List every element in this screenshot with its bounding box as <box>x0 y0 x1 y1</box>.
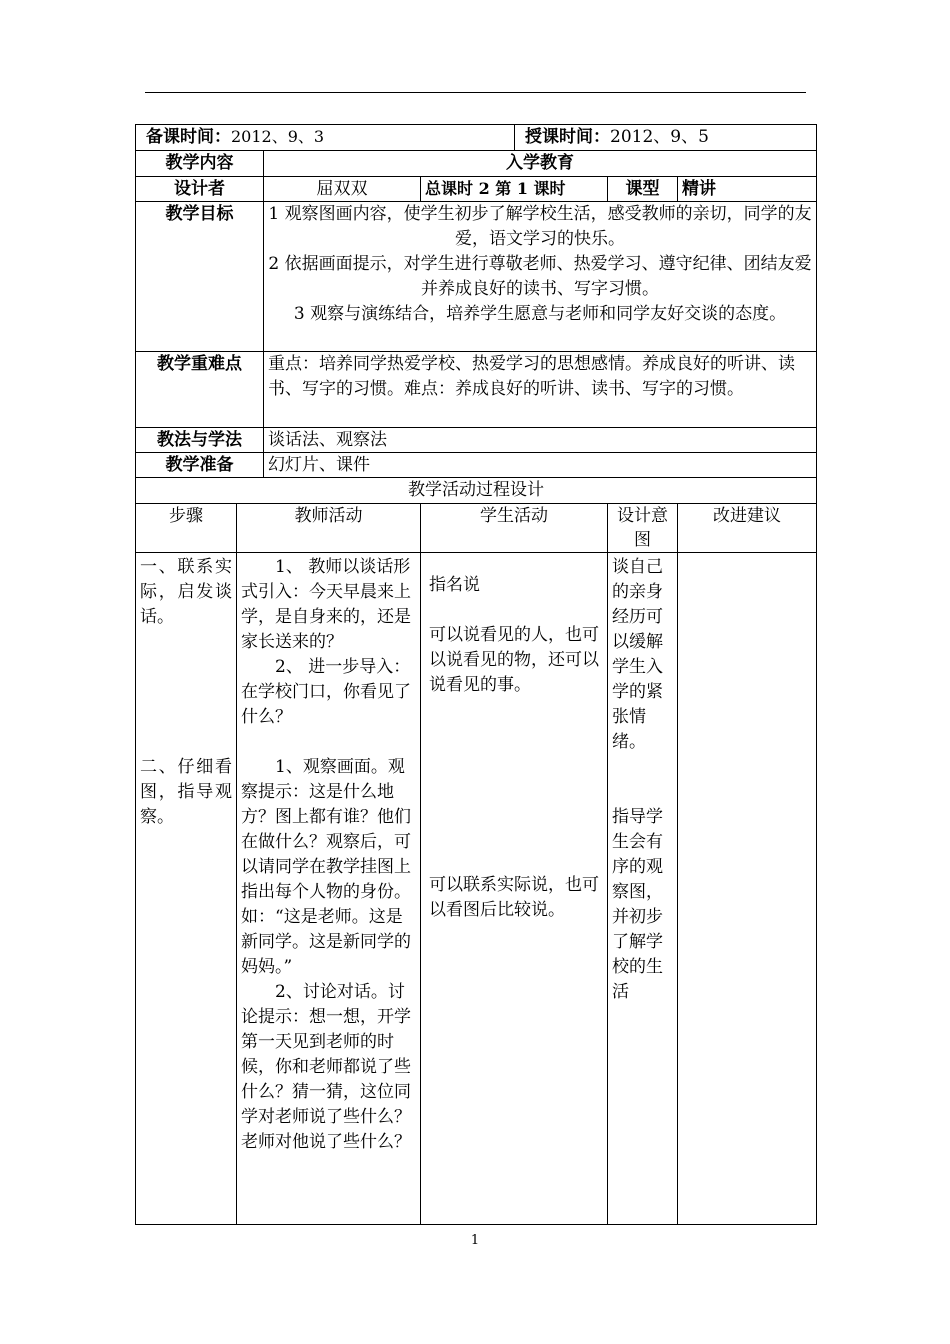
step-item: 一、联系实际，启发谈话。 <box>140 557 232 627</box>
teacher-item: 1、观察画面。观察提示：这是什么地方？图上都有谁？他们在做什么？观察后，可以请同学在教学挂图上指出每个人物的身份。如：“这是老师。这是新同学。这是新同学的妈妈。” <box>241 757 411 977</box>
student-item: 可以说看见的人，也可以说看见的物，还可以说看见的事。 <box>429 625 599 695</box>
key-points-value: 重点：培养同学热爱学校、热爱学习的思想感情。养成良好的听讲、读书、写字的习惯。难点：养成良好的听讲、读书、写字的习惯。 <box>264 352 817 428</box>
intent-item: 指导学生会有序的观察图，并初步了解学校的生活 <box>612 807 664 1002</box>
designer-label: 设计者 <box>136 177 264 202</box>
content-value: 入学教育 <box>264 151 817 177</box>
page-number: 1 <box>470 1233 480 1248</box>
methods-row <box>136 428 817 453</box>
header-suggestion: 改进建议 <box>678 504 817 553</box>
objective-item: 2 依据画面提示，对学生进行尊敬老师、热爱学习、遵守纪律、团结友爱并养成良好的读书、写字习惯。 <box>268 254 812 299</box>
teach-time-cell <box>515 125 817 151</box>
objectives-label: 教学目标 <box>136 202 264 352</box>
step-item: 二、仔细看图，指导观察。 <box>140 757 232 827</box>
student-item: 可以联系实际说，也可以看图后比较说。 <box>429 875 599 920</box>
methods-value: 谈话法、观察法 <box>264 428 817 453</box>
intent-cell <box>608 553 678 1225</box>
time-row <box>136 125 817 151</box>
lesson-plan-table <box>135 124 817 1225</box>
teacher-item: 1、 教师以谈话形式引入：今天早晨来上学，是自身来的，还是家长送来的？ <box>241 557 411 652</box>
objective-item: 3 观察与演练结合，培养学生愿意与老师和同学友好交谈的态度。 <box>293 304 787 324</box>
teacher-cell <box>237 553 421 1225</box>
type-value: 精讲 <box>678 177 817 202</box>
header-intent: 设计意图 <box>608 504 678 553</box>
designer-value: 屈双双 <box>264 177 421 202</box>
prep-time-value: 2012、9、3 <box>231 127 325 146</box>
designer-row <box>136 177 817 202</box>
objectives-cell <box>264 202 817 352</box>
period-value: 总课时 2 第 1 课时 <box>421 177 608 202</box>
content-row <box>136 151 817 177</box>
key-points-row <box>136 352 817 428</box>
header-rule <box>145 92 806 93</box>
prep-time-label: 备课时间： <box>146 127 231 147</box>
teacher-item: 2、 进一步导入：在学校门口，你看见了什么？ <box>241 657 411 727</box>
header-student: 学生活动 <box>421 504 608 553</box>
preparation-label: 教学准备 <box>136 453 264 478</box>
prep-time-cell <box>136 125 515 151</box>
methods-label: 教法与学法 <box>136 428 264 453</box>
key-points-label: 教学重难点 <box>136 352 264 428</box>
header-teacher: 教师活动 <box>237 504 421 553</box>
steps-cell <box>136 553 237 1225</box>
preparation-row <box>136 453 817 478</box>
teach-time-value: 2012、9、5 <box>610 127 709 147</box>
student-item: 指名说 <box>429 575 480 595</box>
suggestion-cell <box>678 553 817 1225</box>
content-label: 教学内容 <box>136 151 264 177</box>
process-title: 教学活动过程设计 <box>136 478 817 504</box>
header-steps: 步骤 <box>136 504 237 553</box>
teacher-item: 2、讨论对话。讨论提示：想一想，开学第一天见到老师的时候，你和老师都说了些什么？猜一猜，这位同学对老师说了些什么？老师对他说了些什么？ <box>241 982 411 1152</box>
preparation-value: 幻灯片、课件 <box>264 453 817 478</box>
type-label: 课型 <box>608 177 678 202</box>
intent-item: 谈自己的亲身经历可以缓解学生入学的紧张情绪。 <box>612 557 664 752</box>
process-title-row <box>136 478 817 504</box>
teach-time-label: 授课时间： <box>525 127 611 147</box>
process-header-row <box>136 504 817 553</box>
objectives-row <box>136 202 817 352</box>
student-cell <box>421 553 608 1225</box>
objective-item: 1 观察图画内容，使学生初步了解学校生活，感受教师的亲切，同学的友爱，语文学习的快乐。 <box>268 204 812 249</box>
process-body-row <box>136 553 817 1225</box>
